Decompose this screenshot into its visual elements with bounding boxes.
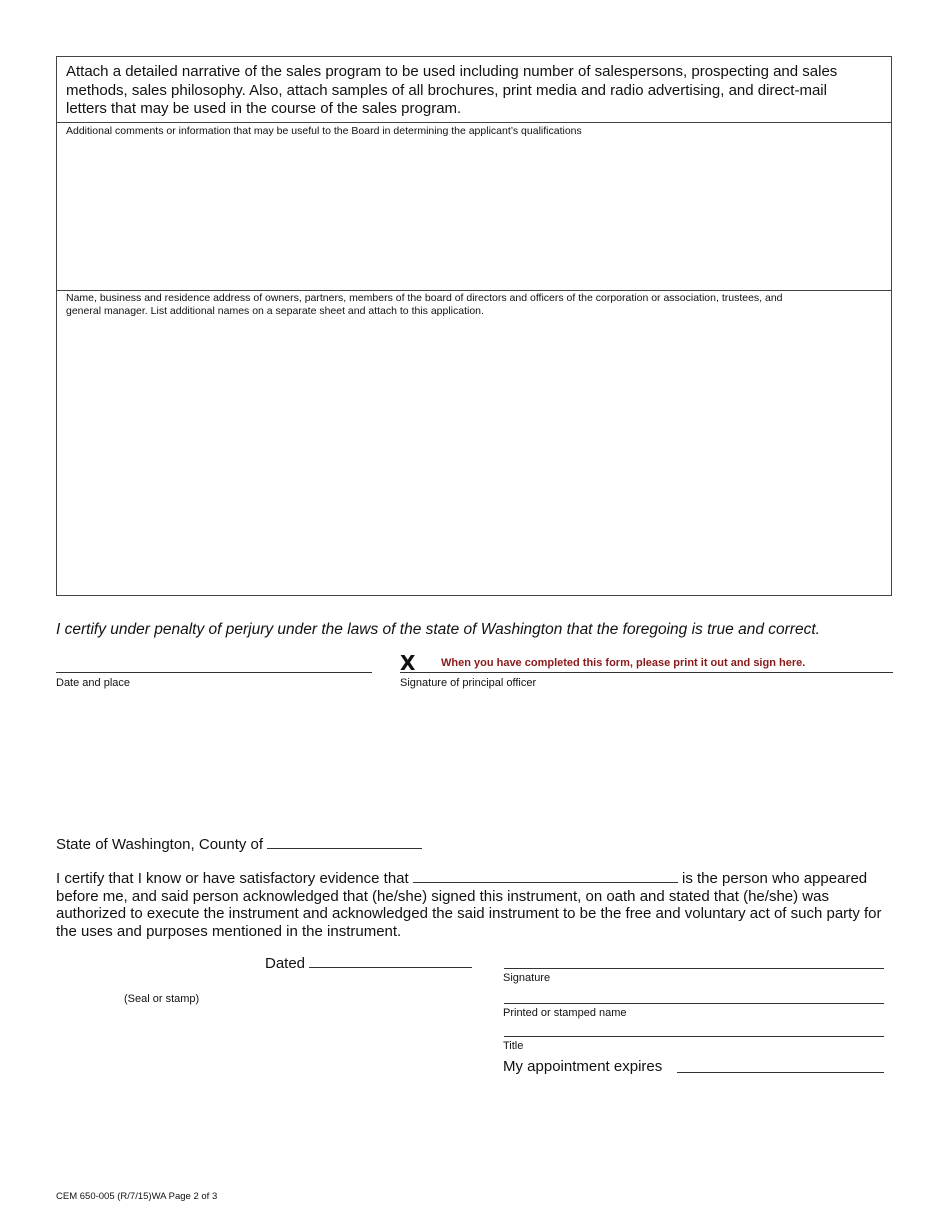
dated-label: Dated xyxy=(265,955,306,972)
appointment-expires-label: My appointment expires xyxy=(503,1058,663,1075)
county-line xyxy=(56,836,422,853)
application-form-box xyxy=(56,56,892,596)
title-line[interactable] xyxy=(504,1036,884,1037)
principal-signature-label: Signature of principal officer xyxy=(400,677,537,689)
date-place-line[interactable] xyxy=(56,672,372,673)
perjury-certification: I certify under penalty of perjury under the laws of the state of Washington that the foregoing is true and correct. xyxy=(56,621,820,638)
dated-blank[interactable] xyxy=(309,955,472,968)
comments-field[interactable] xyxy=(57,122,891,290)
appointment-expires-line[interactable] xyxy=(677,1072,884,1073)
names-addresses-field[interactable] xyxy=(57,290,891,595)
notary-signature-label: Signature xyxy=(503,972,551,984)
dated-field xyxy=(265,955,472,972)
principal-signature-line[interactable] xyxy=(400,672,893,673)
names-label-line2: general manager. List additional names on a separate sheet and attach to this application. xyxy=(66,305,484,317)
narrative-instructions: Attach a detailed narrative of the sales program to be used including number of salespersons, prospecting and sales methods, sales philosophy. Also, attach samples of all brochures, print media and radio advertising, and direct-mail letters that may be used in the course of the sales program. xyxy=(66,63,838,117)
person-name-blank[interactable] xyxy=(413,870,678,883)
notary-acknowledgment xyxy=(56,870,896,940)
names-label-line1: Name, business and residence address of owners, partners, members of the board of directors and officers of the corporation or association, trustees, and xyxy=(66,292,783,304)
date-place-label: Date and place xyxy=(56,677,130,689)
county-prefix: State of Washington, County of xyxy=(56,836,264,853)
sign-instruction: When you have completed this form, please print it out and sign here. xyxy=(441,657,806,669)
notary-para-mid: is the person who appeared xyxy=(682,870,868,887)
title-label: Title xyxy=(503,1040,524,1052)
printed-name-label: Printed or stamped name xyxy=(503,1007,627,1019)
names-addresses-label xyxy=(66,292,871,318)
notary-para-start: I certify that I know or have satisfactory evidence that xyxy=(56,870,409,887)
appointment-expires-field xyxy=(503,1058,662,1075)
notary-para-rest: before me, and said person acknowledged that (he/she) signed this instrument, on oath and stated that (he/she) was authorized to execute the instrument and acknowledged the said instrument to be the free and voluntary act of such party for the uses and purposes mentioned in the instrument. xyxy=(56,887,882,940)
printed-name-line[interactable] xyxy=(504,1003,884,1004)
notary-signature-line[interactable] xyxy=(504,968,884,969)
comments-label: Additional comments or information that may be useful to the Board in determining the applicant’s qualifications xyxy=(66,125,582,137)
form-id-footer: CEM 650-005 (R/7/15)WA Page 2 of 3 xyxy=(56,1191,218,1202)
seal-stamp-label: (Seal or stamp) xyxy=(124,993,200,1005)
county-blank[interactable] xyxy=(267,836,422,849)
sign-here-x-icon: X xyxy=(400,651,416,675)
